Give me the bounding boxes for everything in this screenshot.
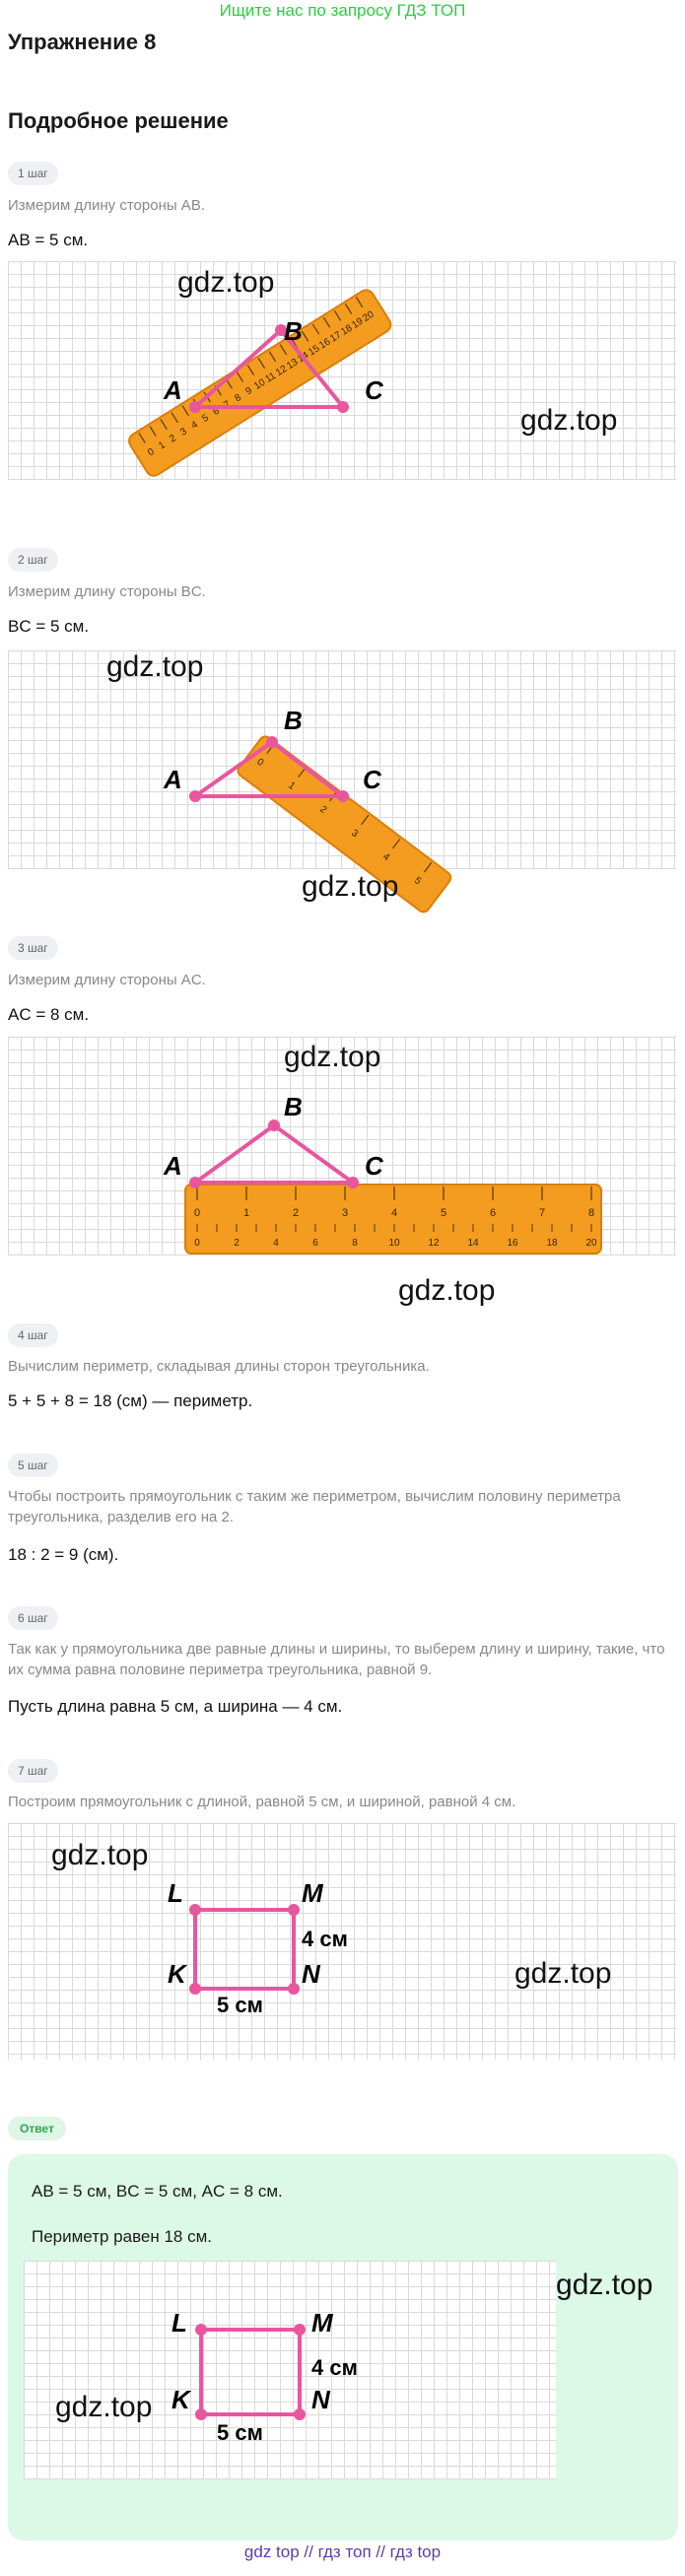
ruler-tick-label: 1 <box>286 780 298 792</box>
ruler-tick-label: 4 <box>189 419 200 432</box>
label-a: A <box>164 765 182 794</box>
watermark: gdz.top <box>51 1839 149 1871</box>
step-7-badge: 7 шаг <box>8 1759 58 1783</box>
step-6-result: Пусть длина равна 5 см, а ширина — 4 см. <box>8 1697 343 1716</box>
answer-line-2: Периметр равен 18 см. <box>32 2227 213 2246</box>
watermark: gdz.top <box>106 650 204 683</box>
watermark: gdz.top <box>520 404 618 437</box>
ruler-tick-label: 3 <box>178 426 189 439</box>
watermark: gdz.top <box>398 1274 496 1307</box>
ruler-tick-label: 16 <box>317 336 333 352</box>
step-1-description: Измерим длину стороны AB. <box>8 197 205 214</box>
ruler-tick-label: 5 <box>440 1207 447 1219</box>
width-label: 4 см <box>302 1927 348 1951</box>
ruler-tick-label: 14 <box>296 350 311 366</box>
ruler-tick-label: 2 <box>317 803 329 817</box>
ruler-tick-label: 4 <box>273 1238 279 1249</box>
ruler-tick-label: 19 <box>350 315 366 331</box>
label-b: B <box>284 706 303 735</box>
label-b: B <box>284 1092 303 1121</box>
ruler-tick-label: 2 <box>234 1238 240 1249</box>
step-4-description: Вычислим периметр, складывая длины сторон треугольника. <box>8 1358 430 1375</box>
step-1-result: AB = 5 см. <box>8 231 89 249</box>
label-m: M <box>302 1878 323 1908</box>
step-5-result: 18 : 2 = 9 (см). <box>8 1545 119 1564</box>
ruler-tick-label: 4 <box>390 1207 398 1219</box>
ruler-tick-label: 0 <box>254 756 266 769</box>
ruler-tick-label: 0 <box>193 1207 201 1219</box>
section-title: Подробное решение <box>8 108 229 133</box>
ruler-tick-label: 7 <box>538 1207 546 1219</box>
length-label: 5 см <box>217 2420 263 2445</box>
label-n: N <box>302 1959 320 1989</box>
ruler-tick-label: 20 <box>585 1238 597 1249</box>
ruler-tick-label: 6 <box>489 1207 497 1219</box>
ruler-tick-label: 0 <box>194 1238 200 1249</box>
ruler-tick-label: 4 <box>380 851 392 864</box>
ruler-tick-label: 6 <box>211 405 222 419</box>
page-title: Упражнение 8 <box>8 30 157 54</box>
watermark: gdz.top <box>302 870 399 903</box>
answer-line-1: AB = 5 см, BC = 5 см, AC = 8 см. <box>32 2182 283 2201</box>
step-4-badge: 4 шаг <box>8 1323 58 1347</box>
width-label: 4 см <box>311 2355 358 2380</box>
ruler-tick-label: 5 <box>200 412 211 425</box>
ruler-tick-label: 7 <box>222 398 233 412</box>
step-1-figure <box>8 261 676 480</box>
step-6-badge: 6 шаг <box>8 1606 58 1630</box>
ruler-tick-label: 2 <box>168 433 178 445</box>
ruler-tick-label: 8 <box>233 391 243 405</box>
ruler-tick-label: 15 <box>307 343 322 359</box>
footer-links[interactable]: gdz top // гдз топ // гдз top <box>243 2542 442 2561</box>
ruler-tick-label: 20 <box>361 308 377 325</box>
label-l: L <box>171 2308 187 2338</box>
step-7-description: Построим прямоугольник с длиной, равной 5 см, и шириной, равной 4 см. <box>8 1794 516 1810</box>
ruler-tick-label: 17 <box>328 329 344 345</box>
ruler-tick-label: 16 <box>507 1238 518 1249</box>
label-k: K <box>168 1959 186 1989</box>
watermark: gdz.top <box>556 2269 653 2301</box>
label-c: C <box>365 375 383 405</box>
ruler-tick-label: 8 <box>352 1238 358 1249</box>
step-2-description: Измерим длину стороны BC. <box>8 583 206 600</box>
watermark: gdz.top <box>177 266 275 299</box>
top-banner[interactable]: Ищите нас по запросу ГДЗ ТОП <box>219 1 466 20</box>
step-1-badge: 1 шаг <box>8 162 58 185</box>
watermark: gdz.top <box>514 1957 612 1990</box>
ruler-tick-label: 2 <box>292 1207 300 1219</box>
ruler-tick-label: 0 <box>146 446 157 459</box>
ruler-tick-label: 1 <box>242 1207 250 1219</box>
ruler-tick-label: 18 <box>339 322 355 338</box>
ruler-tick-label: 10 <box>252 376 268 392</box>
step-3-description: Измерим длину стороны AC. <box>8 972 206 988</box>
step-4-result: 5 + 5 + 8 = 18 (см) — периметр. <box>8 1391 253 1410</box>
label-k: K <box>171 2385 190 2414</box>
ruler-tick-label: 12 <box>428 1238 440 1249</box>
ruler-tick-label: 6 <box>312 1238 318 1249</box>
ruler-tick-label: 11 <box>263 371 278 385</box>
label-l: L <box>168 1878 183 1908</box>
ruler-tick-label: 14 <box>467 1238 479 1249</box>
ruler-tick-label: 12 <box>274 363 290 379</box>
label-m: M <box>311 2308 333 2338</box>
label-a: A <box>164 1151 182 1181</box>
step-5-badge: 5 шаг <box>8 1454 58 1477</box>
step-2-result: BC = 5 см. <box>8 617 90 636</box>
step-2-badge: 2 шаг <box>8 548 58 572</box>
ruler-tick-label: 1 <box>157 440 168 452</box>
ruler-tick-label: 13 <box>285 357 301 373</box>
ruler-tick-label: 3 <box>341 1207 349 1219</box>
step-6-description: Так как у прямоугольника две равные длины и ширины, то выберем длину и ширину, такие, что их сумма равна половине периметра треугольника, равной 9. <box>8 1641 665 1678</box>
length-label: 5 см <box>217 1993 263 2017</box>
answer-badge: Ответ <box>8 2117 66 2140</box>
step-5-description: Чтобы построить прямоугольник с таким же периметром, вычислим половину периметра треугольника, разделив его на 2. <box>8 1488 621 1525</box>
ruler-tick-label: 5 <box>412 875 424 888</box>
label-c: C <box>363 765 381 794</box>
label-c: C <box>365 1151 383 1181</box>
answer-figure <box>24 2261 556 2479</box>
label-b: B <box>284 316 303 346</box>
label-n: N <box>311 2385 330 2414</box>
step-3-badge: 3 шаг <box>8 936 58 960</box>
ruler-tick-label: 9 <box>243 385 254 398</box>
ruler-tick-label: 10 <box>388 1238 400 1249</box>
answer-box <box>8 2154 678 2541</box>
ruler-tick-label: 18 <box>546 1238 558 1249</box>
watermark: gdz.top <box>55 2391 153 2423</box>
step-3-result: AC = 8 см. <box>8 1005 90 1024</box>
ruler-tick-label: 3 <box>349 827 361 841</box>
label-a: A <box>164 375 182 405</box>
watermark: gdz.top <box>284 1041 381 1073</box>
ruler-tick-label: 8 <box>587 1207 595 1219</box>
